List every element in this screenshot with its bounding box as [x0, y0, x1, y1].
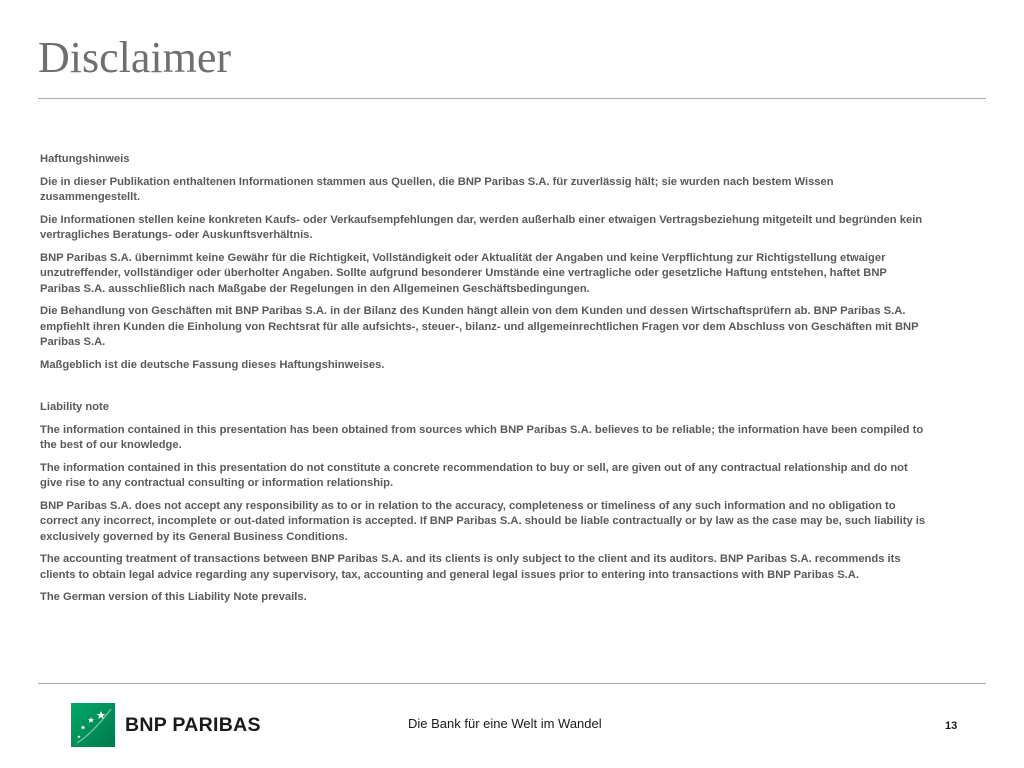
german-section	[40, 152, 930, 373]
german-paragraph: BNP Paribas S.A. übernimmt keine Gewähr für die Richtigkeit, Vollständigkeit oder Aktualität der Angaben und keine Verpflichtung zur Richtigstellung etwaiger unzutreffender, vollständiger oder überholter Angaben. Sollte aufgrund besonderer Umstände eine vertragliche oder gesetzliche Haftung entstehen, haftet BNP Paribas S.A. ausschließlich nach Maßgabe der Regelungen in den Allgemeinen Geschäftsbedingungen.	[40, 251, 887, 295]
german-paragraph: Die Informationen stellen keine konkreten Kaufs- oder Verkaufsempfehlungen dar, werden außerhalb einer etwaigen Vertragsbeziehung mitgeteilt und begründen kein vertragliches Beratungs- oder Auskunftsverhältnis.	[40, 213, 923, 241]
english-paragraph: The information contained in this presentation has been obtained from sources which BNP Paribas S.A. believes to be reliable; the information have been compiled to the best of our knowledge.	[40, 423, 924, 451]
german-heading: Haftungshinweis	[40, 153, 130, 165]
english-heading: Liability note	[40, 401, 109, 413]
bnp-paribas-logo	[71, 703, 261, 747]
english-paragraph: The German version of this Liability Note prevails.	[40, 591, 307, 603]
bnp-stars-logo-icon	[71, 703, 115, 747]
german-paragraph: Maßgeblich ist die deutsche Fassung dieses Haftungshinweises.	[40, 358, 385, 371]
english-paragraph: The accounting treatment of transactions between BNP Paribas S.A. and its clients is only subject to the client and its auditors. BNP Paribas S.A. recommends its clients to obtain legal advice regarding any supervisory, tax, accounting and general legal issues prior to entering into transactions with BNP Paribas S.A.	[40, 553, 901, 581]
title-divider	[38, 98, 986, 99]
german-paragraph: Die Behandlung von Geschäften mit BNP Paribas S.A. in der Bilanz des Kunden hängt allein von dem Kunden und dessen Wirtschaftsprüfern ab. BNP Paribas S.A. empfiehlt ihren Kunden die Einholung von Rechtsrat für alle aufsichts-, steuer-, bilanz- und allgemeinrechtlichen Fragen vor dem Abschluss von Geschäften mit BNP Paribas S.A.	[40, 305, 919, 348]
disclaimer-body	[40, 152, 930, 613]
english-paragraph: The information contained in this presentation do not constitute a concrete recommendation to buy or sell, are given out of any contractual relationship and do not give rise to any contractual consulting or information relationship.	[40, 461, 908, 489]
tagline: Die Bank für eine Welt im Wandel	[408, 716, 602, 731]
german-paragraph: Die in dieser Publikation enthaltenen Informationen stammen aus Quellen, die BNP Paribas S.A. für zuverlässig hält; sie wurden nach bestem Wissen zusammengestellt.	[40, 175, 834, 203]
footer-divider	[38, 683, 986, 684]
page-number: 13	[945, 720, 958, 732]
english-section	[40, 400, 930, 606]
page-title: Disclaimer	[38, 33, 232, 82]
english-paragraph: BNP Paribas S.A. does not accept any responsibility as to or in relation to the accuracy, completeness or timeliness of any such information and no obligation to correct any incorrect, incomplete or out-dated information is accepted. If BNP Paribas S.A. should be liable contractually or by law as the case may be, such liability is exclusively governed by its General Business Conditions.	[40, 499, 926, 543]
brand-name: BNP PARIBAS	[125, 713, 261, 736]
